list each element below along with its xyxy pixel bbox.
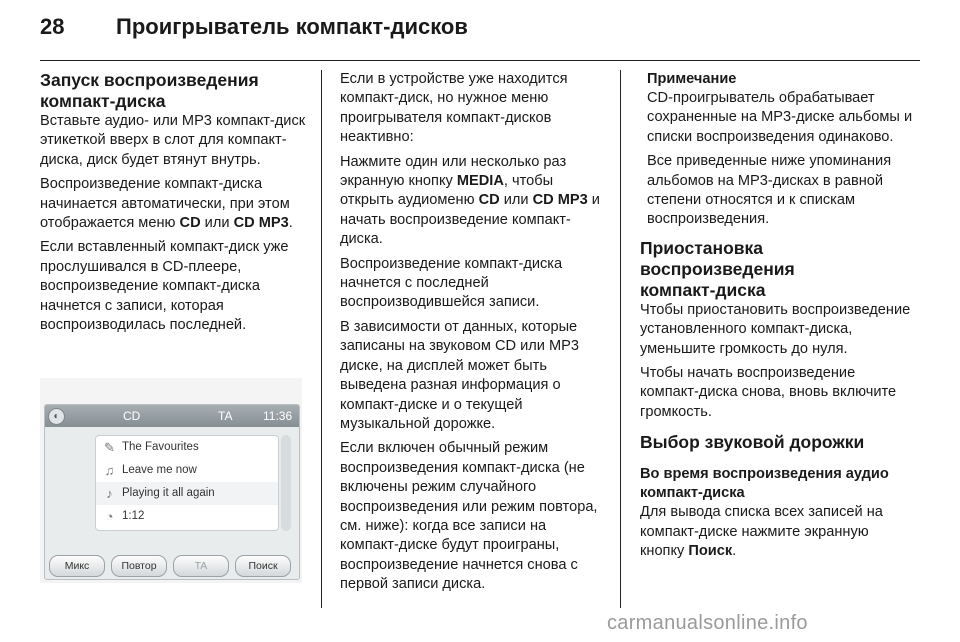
screen-ta-label: TA (218, 409, 233, 423)
music-note-icon: ♫ (104, 463, 115, 478)
paragraph: Чтобы начать воспроизведение компакт-диска снова, вновь включите громкость. (640, 365, 897, 420)
screen-source-label: CD (123, 409, 141, 423)
paragraph: Все приведенные ниже упоминания альбомов на MP3-дисках в равной степени относятся и к спискам воспроизведения. (647, 153, 892, 228)
heading-line: компакт-диска (40, 91, 166, 111)
column-middle (340, 70, 608, 600)
paragraph (40, 175, 308, 233)
note-title: Примечание (647, 71, 737, 87)
artist-icon: ✎ (104, 440, 115, 455)
column-left (40, 70, 308, 340)
watermark: carmanualsonline.info (607, 612, 808, 634)
scrollbar[interactable] (281, 435, 291, 531)
heading-line: Во время воспроизведения аудио (640, 466, 889, 483)
cd-screen-illustration (40, 378, 302, 583)
list-item-text: The Favourites (122, 441, 199, 453)
paragraph (340, 153, 608, 250)
paragraph: Вставьте аудио- или МР3 компакт-диск этикеткой вверх в слот для компакт-диска, диск будет втянут внутрь. (40, 113, 306, 168)
button-name: Поиск (688, 543, 733, 560)
page-number: 28 (40, 14, 65, 39)
repeat-button[interactable]: Повтор (111, 555, 167, 577)
track-info-list (95, 435, 279, 531)
heading-line: воспроизведения (640, 258, 795, 279)
home-icon[interactable]: ◐ (48, 408, 65, 425)
paragraph: Если вставленный компакт-диск уже прослушивался в CD-плеере, воспроизведение компакт-диска начнется с записи, которая воспроизводилась последней. (40, 239, 289, 334)
text-run: Нажмите один или несколько раз экранную кнопку (340, 153, 567, 190)
heading-line: компакт-диска (640, 279, 766, 300)
shuffle-button[interactable]: Микс (49, 555, 105, 577)
column-right (640, 70, 914, 567)
section-heading-track: Выбор звуковой дорожки (640, 432, 865, 453)
header-rule (40, 60, 920, 61)
list-item[interactable] (96, 436, 278, 459)
paragraph (640, 503, 914, 561)
section-heading-pause (640, 238, 914, 301)
elapsed-time-icon: ◔ (105, 509, 114, 524)
column-divider (321, 70, 322, 608)
menu-name: CD MP3 (532, 192, 588, 209)
paragraph: В зависимости от данных, которые записаны на звуковом CD или MP3 диске, на дисплей может быть выведена разная информация о компакт-диске и о текущей музыкальной дорожке. (340, 318, 580, 432)
list-item (96, 505, 278, 528)
page-title: Проигрыватель компакт-дисков (116, 14, 468, 39)
screen-clock: 11:36 (263, 409, 293, 423)
paragraph: CD-проигрыватель обрабатывает сохраненные на MP3-диске альбомы и списки воспроизведения одинаково. (647, 90, 913, 145)
text-run: Воспроизведение компакт-диска начинается автоматически, при этом отображается меню (40, 176, 290, 232)
search-button[interactable]: Поиск (235, 555, 291, 577)
text-run: или (499, 192, 533, 209)
paragraph: Если включен обычный режим воспроизведения компакт-диска (не включены режим случайного воспроизведения или режим повтора, см. ниже): когда все записи на компакт-диске будут проиграны, воспроизведение начнется снова с первой записи диска. (340, 440, 598, 593)
section-heading-start-cd (40, 70, 308, 112)
column-divider (620, 70, 621, 608)
page-header (40, 10, 920, 50)
text-run: или (200, 215, 234, 232)
paragraph: Если в устройстве уже находится компакт-диск, но нужное меню проигрывателя компакт-дисков неактивно: (340, 71, 568, 146)
text-run: . (732, 543, 737, 560)
heading-line: Запуск воспроизведения (40, 70, 259, 90)
menu-name: CD (478, 192, 500, 209)
screen-button-bar (45, 555, 299, 577)
paragraph: Воспроизведение компакт-диска начнется с последней воспроизводившейся записи. (340, 255, 563, 311)
text-run: , чтобы открыть аудиоменю (340, 173, 554, 209)
button-name: MEDIA (456, 173, 504, 190)
list-item-text: Playing it all again (122, 487, 215, 499)
heading-line: компакт-диска (640, 485, 745, 502)
elapsed-time: 1:12 (122, 510, 145, 522)
menu-name: CD MP3 (233, 215, 289, 232)
display-screen (44, 404, 300, 580)
text-run: Для вывода списка всех записей на компакт-диске нажмите экранную кнопку (640, 504, 883, 560)
list-item-text: Leave me now (122, 464, 197, 476)
note-box (640, 70, 914, 230)
screen-top-bar (45, 405, 299, 427)
list-item[interactable] (96, 482, 278, 505)
menu-name: CD (179, 215, 201, 232)
list-item[interactable] (96, 459, 278, 482)
subheading (640, 465, 914, 503)
heading-line: Приостановка (640, 237, 764, 258)
track-icon: ♪ (106, 486, 113, 501)
paragraph: Чтобы приостановить воспроизведение установленного компакт-диска, уменьшите громкость до нуля. (640, 301, 911, 357)
ta-button[interactable]: TA (173, 555, 229, 577)
text-run: . (288, 215, 293, 232)
text-run: и начать воспроизведение компакт-диска. (340, 192, 600, 248)
